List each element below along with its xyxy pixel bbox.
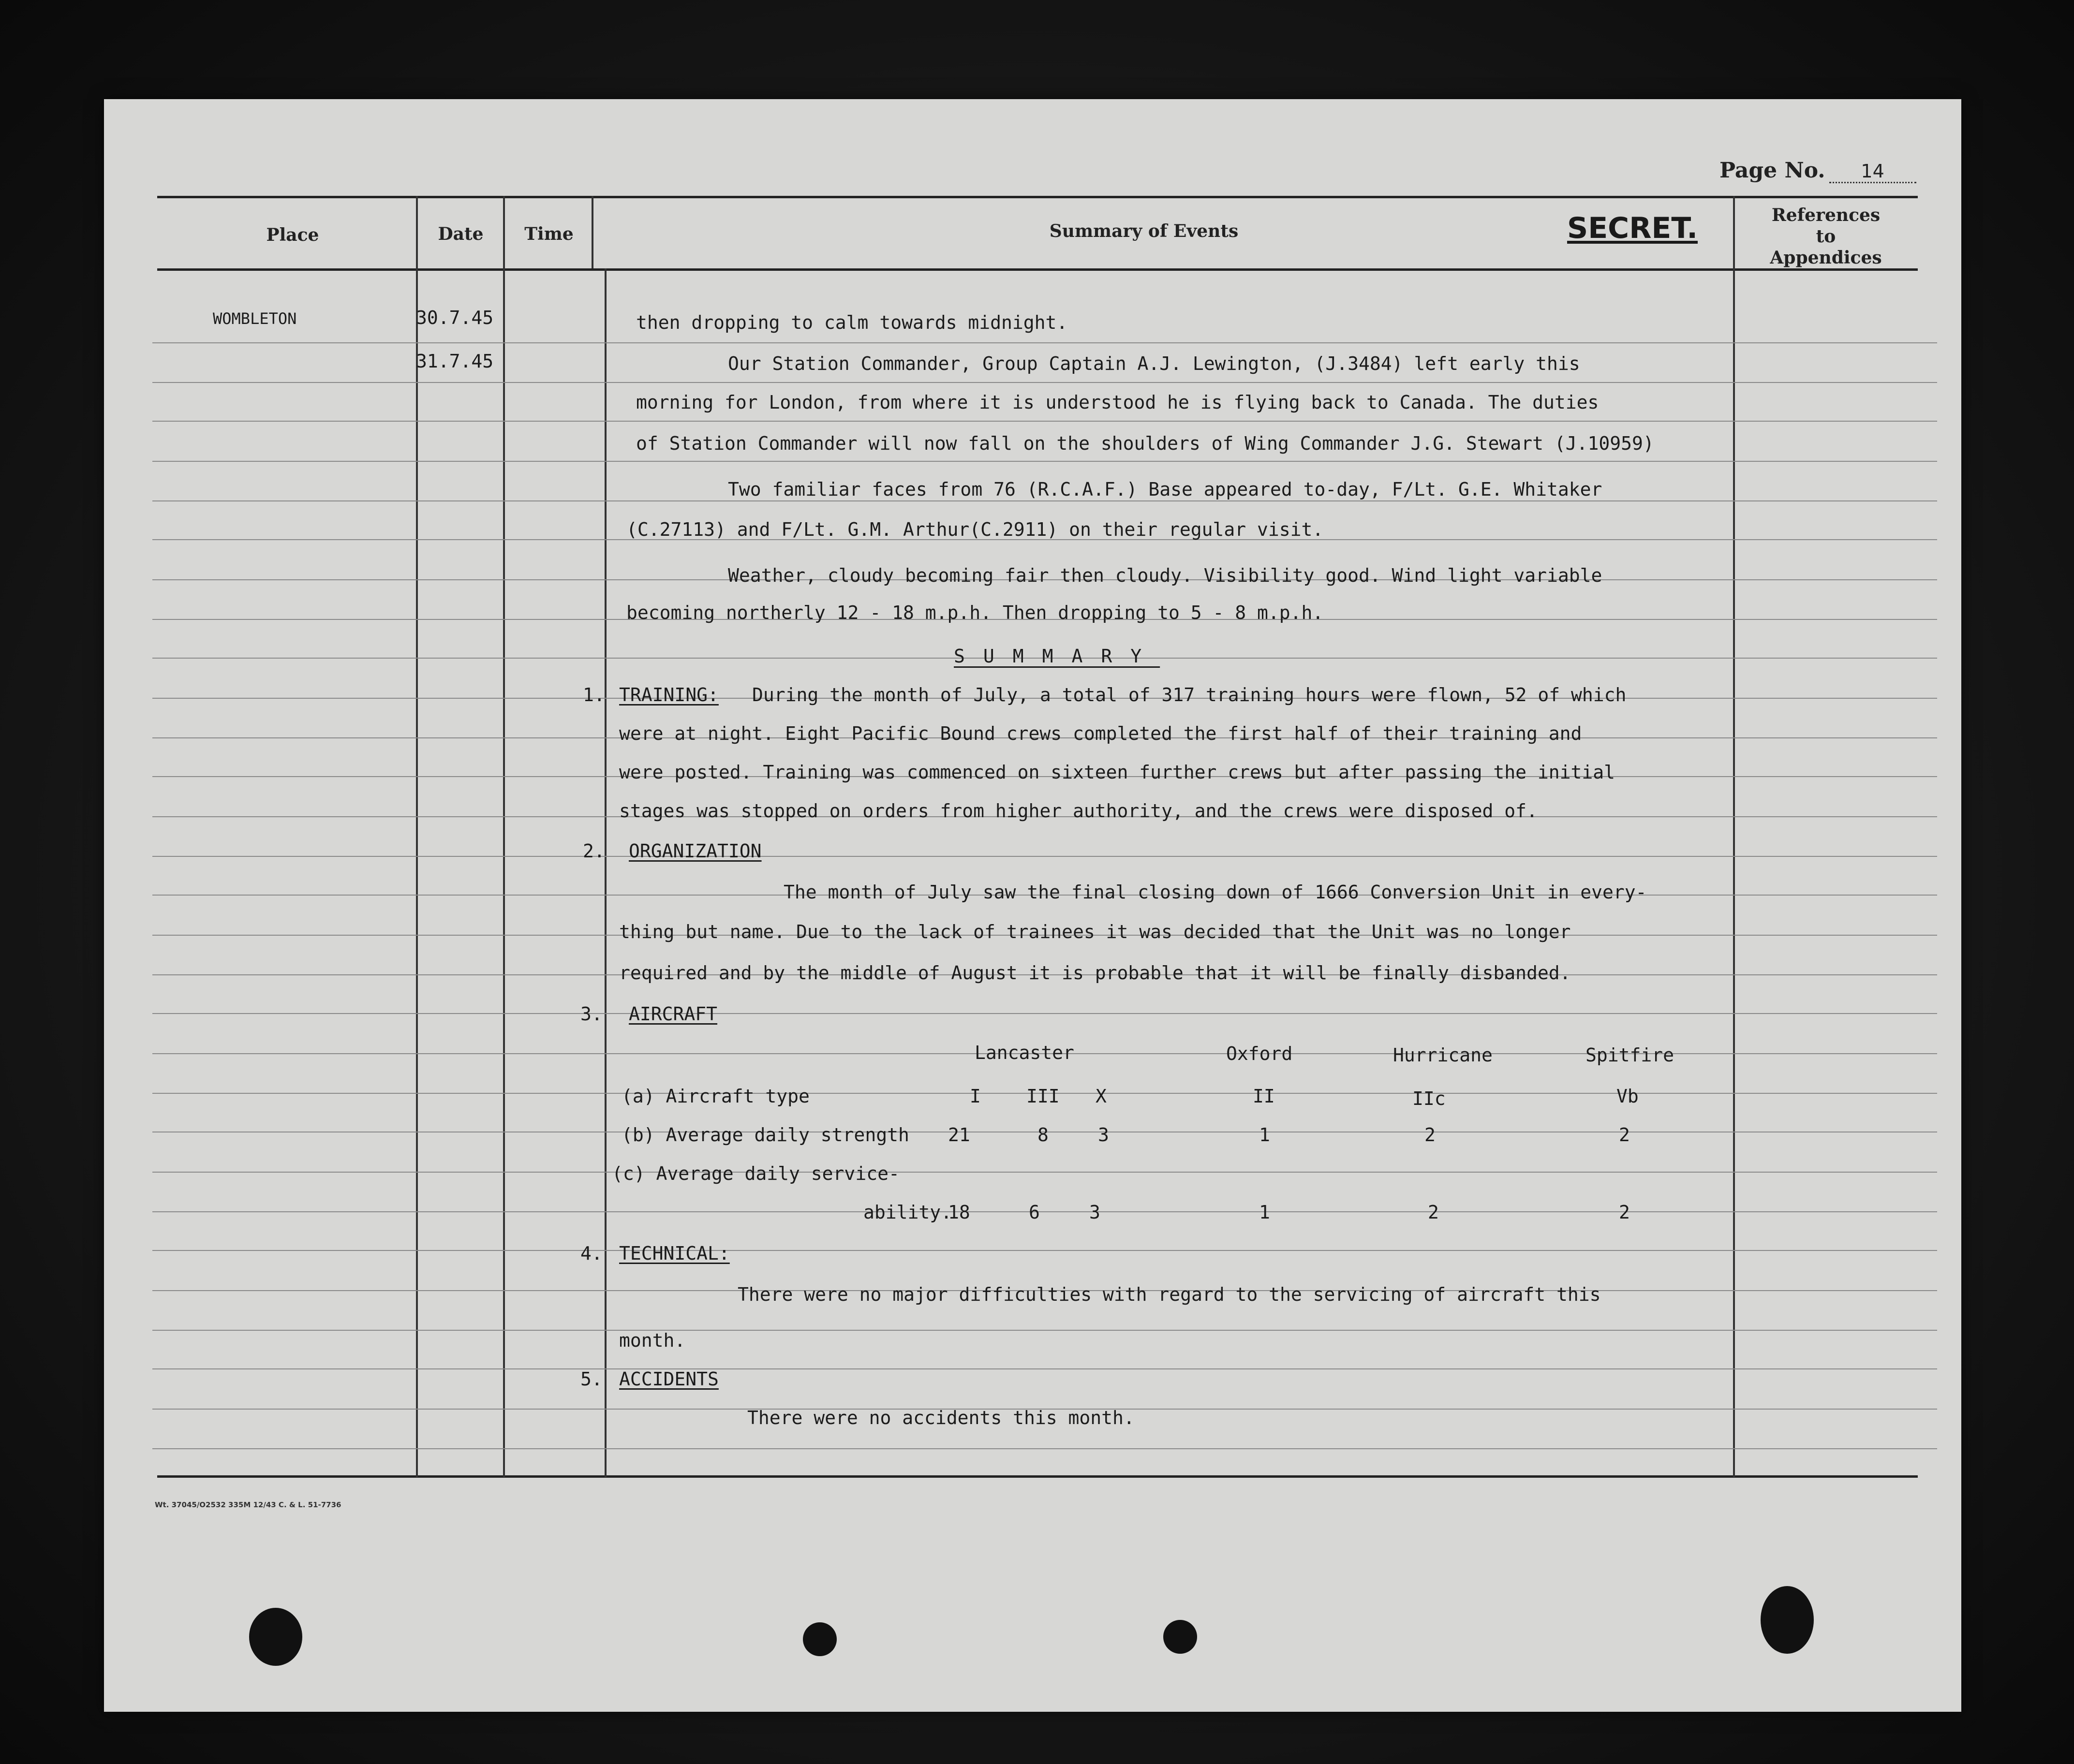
training-heading: TRAINING: [619, 684, 719, 706]
entry-line: morning for London, from where it is understood he is flying back to Canada. The duties [636, 392, 1599, 413]
organization-line: The month of July saw the final closing down of 1666 Conversion Unit in every- [784, 882, 1647, 903]
training-line: were posted. Training was commenced on sixteen further crews but after passing the initial [619, 762, 1615, 783]
summary-heading: SUMMARY [954, 646, 1160, 667]
binder-hole [1761, 1586, 1814, 1654]
item-number: 3. [580, 1003, 603, 1025]
ruled-line [152, 856, 1937, 857]
record-sheet [104, 99, 1961, 1712]
aircraft-group-hurricane: Hurricane [1393, 1044, 1493, 1066]
aircraft-cell: 2 [1428, 1202, 1439, 1223]
date-column-header: Date [438, 224, 484, 244]
item-number: 2. [583, 840, 605, 862]
aircraft-group-spitfire: Spitfire [1585, 1044, 1674, 1066]
aircraft-cell: 2 [1619, 1124, 1630, 1146]
ruled-line [152, 1330, 1937, 1331]
time-column-header: Time [524, 224, 574, 244]
secret-stamp: SECRET. [1567, 211, 1698, 245]
organization-line: thing but name. Due to the lack of trainees it was decided that the Unit was no longer [619, 921, 1571, 942]
entry-line: (C.27113) and F/Lt. G.M. Arthur(C.2911) on their regular visit. [626, 519, 1324, 540]
header-top-rule [157, 196, 1918, 198]
aircraft-cell: II [1253, 1086, 1275, 1107]
column-separator [416, 196, 418, 1477]
training-line: stages was stopped on orders from higher authority, and the crews were disposed of. [619, 800, 1538, 822]
aircraft-heading: AIRCRAFT [629, 1003, 718, 1025]
place-column-header: Place [266, 225, 319, 245]
aircraft-row-label: (c) Average daily service- [612, 1163, 900, 1184]
column-separator [1733, 196, 1735, 1477]
binder-hole [803, 1622, 837, 1656]
ruled-line [152, 1448, 1937, 1449]
aircraft-cell: 6 [1029, 1202, 1040, 1223]
aircraft-row-label: (b) Average daily strength [622, 1124, 909, 1146]
ruled-line [152, 1211, 1937, 1212]
training-line: During the month of July, a total of 317 training hours were flown, 52 of which [752, 684, 1627, 706]
aircraft-cell: 21 [948, 1124, 970, 1146]
accidents-line: There were no accidents this month. [747, 1407, 1135, 1428]
references-line: to [1816, 226, 1836, 247]
aircraft-row-label: ability. [863, 1202, 952, 1223]
ruled-line [152, 382, 1937, 383]
column-separator [503, 196, 505, 1477]
aircraft-cell: 18 [948, 1202, 970, 1223]
summary-column-header: Summary of Events [1049, 221, 1239, 241]
ruled-line [152, 500, 1937, 501]
entry-line: becoming northerly 12 - 18 m.p.h. Then dropping to 5 - 8 m.p.h. [626, 602, 1324, 623]
print-code: Wt. 37045/O2532 335M 12/43 C. & L. 51-7736 [155, 1500, 341, 1509]
accidents-heading: ACCIDENTS [619, 1368, 719, 1390]
organization-heading: ORGANIZATION [629, 840, 762, 862]
page-number-value: 14 [1829, 161, 1916, 183]
binder-hole [1163, 1620, 1197, 1654]
date-entry: 30.7.45 [416, 307, 494, 328]
aircraft-cell: X [1096, 1086, 1107, 1107]
ruled-line [152, 421, 1937, 422]
training-line: were at night. Eight Pacific Bound crews completed the first half of their training and [619, 723, 1582, 744]
footer-rule [157, 1475, 1918, 1478]
aircraft-row-label: (a) Aircraft type [622, 1086, 810, 1107]
entry-line: Two familiar faces from 76 (R.C.A.F.) Base appeared to-day, F/Lt. G.E. Whitaker [728, 479, 1602, 500]
aircraft-cell: III [1026, 1086, 1060, 1107]
item-number: 5. [580, 1368, 603, 1390]
aircraft-cell: 1 [1259, 1124, 1270, 1146]
ruled-line [152, 1250, 1937, 1251]
item-number: 4. [580, 1243, 603, 1264]
entry-line: Our Station Commander, Group Captain A.J. Lewington, (J.3484) left early this [728, 353, 1580, 374]
ruled-line [152, 342, 1937, 343]
references-column-header [1736, 205, 1915, 268]
entry-line: then dropping to calm towards midnight. [636, 312, 1068, 333]
technical-heading: TECHNICAL: [619, 1243, 730, 1264]
aircraft-group-lancaster: Lancaster [975, 1042, 1074, 1063]
technical-line: There were no major difficulties with regard to the servicing of aircraft this [738, 1284, 1601, 1305]
page-number [1719, 158, 1916, 183]
place-entry: WOMBLETON [213, 309, 297, 328]
aircraft-group-oxford: Oxford [1226, 1043, 1293, 1064]
ruled-line [152, 461, 1937, 462]
technical-line: month. [619, 1330, 686, 1351]
aircraft-cell: 8 [1037, 1124, 1049, 1146]
aircraft-cell: 3 [1089, 1202, 1100, 1223]
organization-line: required and by the middle of August it is probable that it will be finally disbanded. [619, 962, 1571, 984]
aircraft-cell: IIc [1412, 1088, 1446, 1109]
date-entry: 31.7.45 [416, 351, 494, 372]
header-bottom-rule [157, 268, 1918, 271]
references-line: References [1771, 205, 1881, 225]
entry-line: of Station Commander will now fall on the shoulders of Wing Commander J.G. Stewart (J.10959) [636, 433, 1654, 454]
aircraft-cell: Vb [1616, 1086, 1639, 1107]
page-label: Page No. [1719, 158, 1825, 183]
column-separator [605, 268, 607, 1477]
item-number: 1. [583, 684, 605, 706]
aircraft-cell: 3 [1098, 1124, 1109, 1146]
ruled-line [152, 1368, 1937, 1369]
aircraft-cell: I [970, 1086, 981, 1107]
references-line: Appendices [1770, 248, 1882, 268]
aircraft-cell: 2 [1619, 1202, 1630, 1223]
aircraft-cell: 2 [1424, 1124, 1436, 1146]
ruled-line [152, 1013, 1937, 1014]
aircraft-cell: 1 [1259, 1202, 1270, 1223]
binder-hole [249, 1608, 302, 1666]
ruled-line [152, 1172, 1937, 1173]
entry-line: Weather, cloudy becoming fair then cloudy. Visibility good. Wind light variable [728, 565, 1602, 586]
